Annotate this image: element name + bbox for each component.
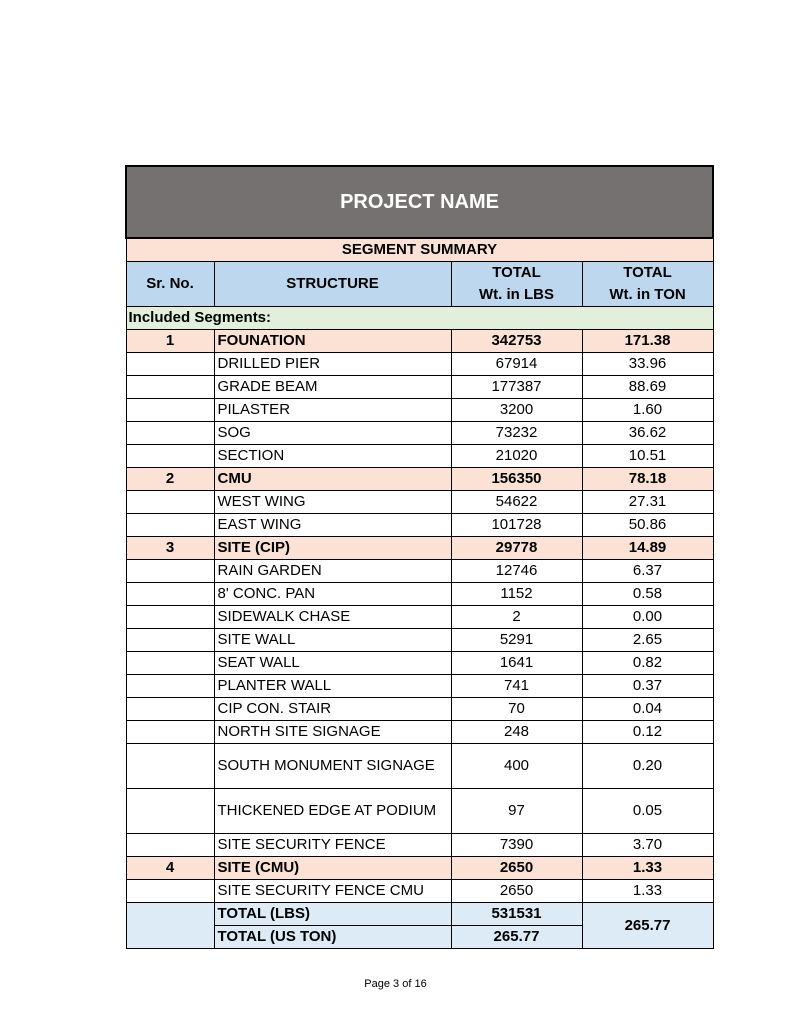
weight-lbs-cell: 5291	[451, 629, 582, 652]
segment-summary-heading: SEGMENT SUMMARY	[126, 238, 713, 262]
weight-lbs-cell: 21020	[451, 445, 582, 468]
structure-cell: SOUTH MONUMENT SIGNAGE	[214, 744, 451, 789]
weight-ton-cell: 0.05	[582, 789, 713, 834]
header-structure: STRUCTURE	[214, 262, 451, 307]
sr-no-cell	[126, 583, 214, 606]
weight-lbs-cell: 1152	[451, 583, 582, 606]
column-header-row	[126, 262, 713, 307]
table-row	[126, 834, 713, 857]
total-ton-merged-value: 265.77	[582, 903, 713, 949]
weight-ton-cell: 14.89	[582, 537, 713, 560]
table-row	[126, 560, 713, 583]
table-row	[126, 583, 713, 606]
segment-summary-table	[125, 165, 714, 949]
sr-no-cell	[126, 560, 214, 583]
structure-cell: SIDEWALK CHASE	[214, 606, 451, 629]
header-total-lbs-line2: Wt. in LBS	[479, 286, 554, 303]
table-row	[126, 880, 713, 903]
structure-cell: PLANTER WALL	[214, 675, 451, 698]
sr-no-cell	[126, 880, 214, 903]
table-row	[126, 789, 713, 834]
weight-ton-cell: 88.69	[582, 376, 713, 399]
sr-no-cell	[126, 652, 214, 675]
total-ton-label: TOTAL (US TON)	[214, 926, 451, 949]
weight-lbs-cell: 248	[451, 721, 582, 744]
weight-ton-cell: 1.60	[582, 399, 713, 422]
total-lbs-value: 531531	[451, 903, 582, 926]
structure-cell: SITE (CIP)	[214, 537, 451, 560]
structure-cell: PILASTER	[214, 399, 451, 422]
weight-lbs-cell: 741	[451, 675, 582, 698]
structure-cell: SITE SECURITY FENCE	[214, 834, 451, 857]
sr-no-cell	[126, 445, 214, 468]
segment-group-row	[126, 537, 713, 560]
sr-no-cell	[126, 514, 214, 537]
weight-lbs-cell: 7390	[451, 834, 582, 857]
weight-lbs-cell: 342753	[451, 330, 582, 353]
table-row	[126, 675, 713, 698]
structure-cell: SEAT WALL	[214, 652, 451, 675]
sr-no-cell	[126, 834, 214, 857]
structure-cell: FOUNATION	[214, 330, 451, 353]
sr-no-cell	[126, 422, 214, 445]
table-row	[126, 606, 713, 629]
weight-ton-cell: 0.12	[582, 721, 713, 744]
total-lbs-row	[126, 903, 713, 926]
structure-cell: SITE SECURITY FENCE CMU	[214, 880, 451, 903]
structure-cell: DRILLED PIER	[214, 353, 451, 376]
weight-ton-cell: 0.37	[582, 675, 713, 698]
weight-ton-cell: 2.65	[582, 629, 713, 652]
table-row	[126, 629, 713, 652]
total-blank-cell	[126, 903, 214, 949]
header-total-lbs-line1: TOTAL	[492, 264, 541, 281]
sr-no-cell	[126, 399, 214, 422]
sr-no-cell: 3	[126, 537, 214, 560]
table-row	[126, 698, 713, 721]
structure-cell: SITE (CMU)	[214, 857, 451, 880]
weight-ton-cell: 36.62	[582, 422, 713, 445]
weight-ton-cell: 33.96	[582, 353, 713, 376]
structure-cell: SOG	[214, 422, 451, 445]
sr-no-cell: 2	[126, 468, 214, 491]
table-row	[126, 744, 713, 789]
title-row	[126, 166, 713, 238]
table-row	[126, 652, 713, 675]
weight-lbs-cell: 67914	[451, 353, 582, 376]
included-segments-label: Included Segments:	[126, 307, 713, 330]
weight-lbs-cell: 97	[451, 789, 582, 834]
structure-cell: SITE WALL	[214, 629, 451, 652]
weight-lbs-cell: 1641	[451, 652, 582, 675]
sr-no-cell	[126, 789, 214, 834]
table-row	[126, 491, 713, 514]
header-total-lbs	[451, 262, 582, 307]
total-lbs-label: TOTAL (LBS)	[214, 903, 451, 926]
table-row	[126, 514, 713, 537]
table-row	[126, 376, 713, 399]
header-sr-no: Sr. No.	[126, 262, 214, 307]
weight-lbs-cell: 101728	[451, 514, 582, 537]
project-title: PROJECT NAME	[126, 166, 713, 238]
table-row	[126, 721, 713, 744]
weight-ton-cell: 50.86	[582, 514, 713, 537]
weight-ton-cell: 3.70	[582, 834, 713, 857]
sr-no-cell	[126, 629, 214, 652]
sr-no-cell	[126, 376, 214, 399]
weight-lbs-cell: 156350	[451, 468, 582, 491]
structure-cell: EAST WING	[214, 514, 451, 537]
segment-group-row	[126, 468, 713, 491]
weight-ton-cell: 0.82	[582, 652, 713, 675]
structure-cell: CIP CON. STAIR	[214, 698, 451, 721]
weight-lbs-cell: 70	[451, 698, 582, 721]
structure-cell: WEST WING	[214, 491, 451, 514]
sr-no-cell: 4	[126, 857, 214, 880]
weight-ton-cell: 27.31	[582, 491, 713, 514]
sr-no-cell	[126, 491, 214, 514]
table-row	[126, 445, 713, 468]
weight-lbs-cell: 2650	[451, 857, 582, 880]
weight-ton-cell: 6.37	[582, 560, 713, 583]
weight-ton-cell: 0.00	[582, 606, 713, 629]
structure-cell: NORTH SITE SIGNAGE	[214, 721, 451, 744]
weight-lbs-cell: 3200	[451, 399, 582, 422]
weight-ton-cell: 0.58	[582, 583, 713, 606]
structure-cell: SECTION	[214, 445, 451, 468]
segment-group-row	[126, 857, 713, 880]
weight-lbs-cell: 12746	[451, 560, 582, 583]
structure-cell: GRADE BEAM	[214, 376, 451, 399]
subtitle-row	[126, 238, 713, 262]
total-ton-value: 265.77	[451, 926, 582, 949]
structure-cell: 8' CONC. PAN	[214, 583, 451, 606]
weight-lbs-cell: 54622	[451, 491, 582, 514]
weight-lbs-cell: 177387	[451, 376, 582, 399]
sr-no-cell: 1	[126, 330, 214, 353]
structure-cell: CMU	[214, 468, 451, 491]
weight-ton-cell: 1.33	[582, 857, 713, 880]
segment-group-row	[126, 330, 713, 353]
weight-ton-cell: 171.38	[582, 330, 713, 353]
sr-no-cell	[126, 353, 214, 376]
weight-ton-cell: 10.51	[582, 445, 713, 468]
sr-no-cell	[126, 744, 214, 789]
sr-no-cell	[126, 698, 214, 721]
weight-ton-cell: 78.18	[582, 468, 713, 491]
page-number: Page 3 of 16	[364, 978, 427, 990]
sr-no-cell	[126, 721, 214, 744]
header-total-ton	[582, 262, 713, 307]
structure-cell: RAIN GARDEN	[214, 560, 451, 583]
header-total-ton-line1: TOTAL	[623, 264, 672, 281]
weight-ton-cell: 0.04	[582, 698, 713, 721]
weight-lbs-cell: 400	[451, 744, 582, 789]
table-row	[126, 353, 713, 376]
sr-no-cell	[126, 606, 214, 629]
weight-ton-cell: 0.20	[582, 744, 713, 789]
header-total-ton-line2: Wt. in TON	[609, 286, 686, 303]
sr-no-cell	[126, 675, 214, 698]
table-row	[126, 422, 713, 445]
weight-lbs-cell: 29778	[451, 537, 582, 560]
structure-cell: THICKENED EDGE AT PODIUM	[214, 789, 451, 834]
weight-lbs-cell: 2650	[451, 880, 582, 903]
table-row	[126, 399, 713, 422]
weight-lbs-cell: 2	[451, 606, 582, 629]
included-segments-row	[126, 307, 713, 330]
weight-lbs-cell: 73232	[451, 422, 582, 445]
weight-ton-cell: 1.33	[582, 880, 713, 903]
